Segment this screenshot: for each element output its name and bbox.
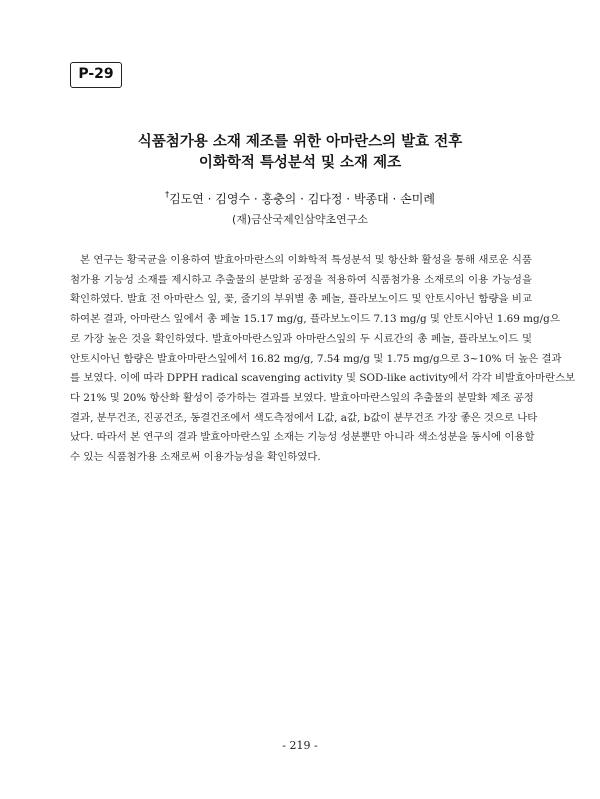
abstract-line: 본 연구는 황국균을 이용하여 발효아마란스의 이화학적 특성분석 및 항산화 활성을 통해 새로운 식품 bbox=[80, 254, 532, 266]
corresponding-author-marker: † bbox=[165, 190, 170, 199]
page-number: - 219 - bbox=[282, 739, 318, 752]
affiliation: (재)금산국제인삼약초연구소 bbox=[231, 213, 369, 226]
abstract-body bbox=[70, 251, 576, 468]
author-list bbox=[60, 190, 540, 207]
abstract-line: 확인하였다. 발효 전 아마란스 잎, 꽃, 줄기의 부위별 총 페놀, 플라보노이드 및 안토시아닌 함량을 비교 bbox=[70, 293, 532, 306]
abstract-line: 첨가용 기능성 소재를 제시하고 추출물의 분말화 공정을 적용하여 식품첨가용 소재로의 이용 가능성을 bbox=[70, 273, 532, 286]
author-names: 김도연 · 김영수 · 홍충의 · 김다정 · 박종대 · 손미례 bbox=[169, 192, 435, 206]
title-line-1: 식품첨가용 소재 제조를 위한 아마란스의 발효 전후 bbox=[137, 134, 463, 150]
abstract-line: 다 21% 및 20% 항산화 활성이 증가하는 결과를 보였다. 발효아마란스잎의 추출물의 분말화 제조 공정 bbox=[70, 391, 534, 404]
abstract-line: 났다. 따라서 본 연구의 결과 발효아마란스잎 소재는 기능성 성분뿐만 아니라 색소성분을 동시에 이용할 bbox=[70, 431, 535, 444]
poster-id-badge: P-29 bbox=[70, 62, 122, 88]
abstract-line: 를 보였다. 이에 따라 DPPH radical scavenging activity 및 SOD-like activity에서 각각 비발효아마란스보 bbox=[70, 372, 576, 385]
abstract-line: 결과, 분무건조, 진공건조, 동결건조에서 색도측정에서 L값, a값, b값이 분무건조 가장 좋은 것으로 나타 bbox=[70, 411, 538, 424]
abstract-line: 하여본 결과, 아마란스 잎에서 총 페놀 15.17 mg/g, 플라보노이드 7.13 mg/g 및 안토시아닌 1.69 mg/g으 bbox=[70, 313, 560, 326]
abstract-line: 수 있는 식품첨가용 소재로써 이용가능성을 확인하였다. bbox=[70, 451, 321, 464]
title-line-2: 이화학적 특성분석 및 소재 제조 bbox=[198, 155, 402, 171]
abstract-line: 로 가장 높은 것을 확인하였다. 발효아마란스잎과 아마란스잎의 두 시료간의 총 페놀, 플라보노이드 및 bbox=[70, 332, 532, 345]
abstract-line: 안토시아닌 함량은 발효아마란스잎에서 16.82 mg/g, 7.54 mg/g 및 1.75 mg/g으로 3~10% 더 높은 결과 bbox=[70, 352, 562, 365]
